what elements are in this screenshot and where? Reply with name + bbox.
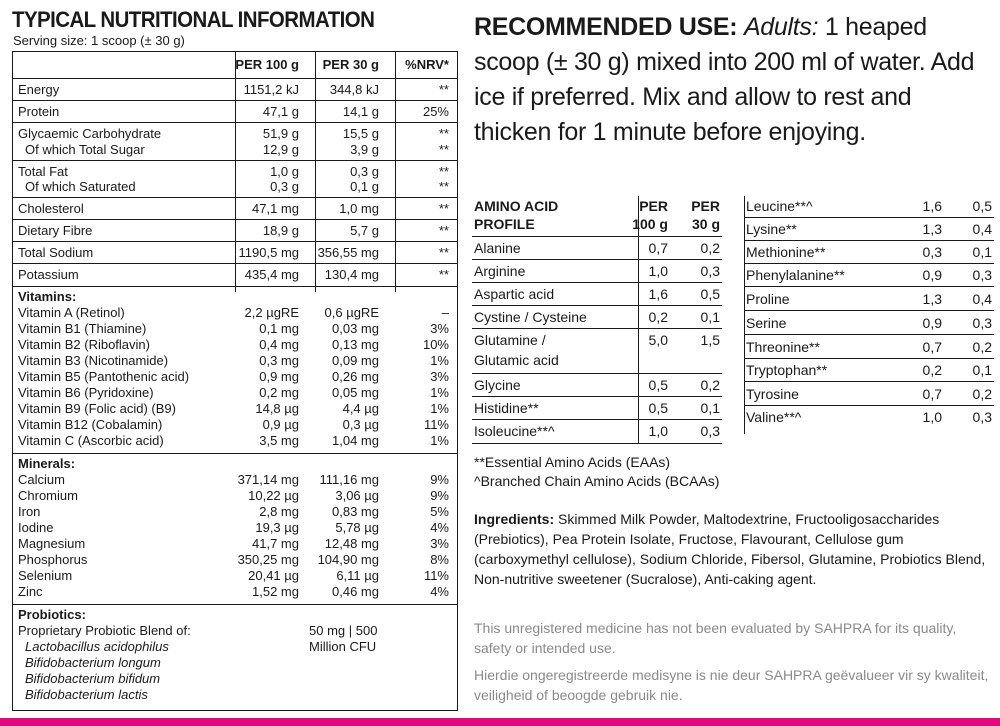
- row-per100: 0,5: [648, 377, 668, 393]
- header-per100: PER: [639, 198, 668, 214]
- row-per30: 0,46 mg: [332, 584, 379, 599]
- column-divider: [235, 52, 236, 292]
- row-nrv: **: [438, 179, 449, 194]
- row-nrv: 11%: [423, 417, 449, 432]
- row-per100: 0,2: [648, 309, 668, 325]
- row-label: Glycine: [474, 377, 521, 393]
- footnote-eaa: **Essential Amino Acids (EAAs): [474, 454, 671, 470]
- row-per100: 0,9: [922, 267, 942, 283]
- row-per30: 0,09 mg: [332, 353, 379, 368]
- row-nrv: 10%: [422, 337, 449, 352]
- row-per30: 0,1: [972, 244, 992, 260]
- row-per30: 130,4 mg: [324, 267, 379, 282]
- row-nrv: **: [438, 126, 449, 141]
- row-per100: 350,25 mg: [237, 552, 299, 567]
- row-per30: 5,78 µg: [335, 520, 379, 535]
- row-per30: 0,4: [972, 291, 992, 307]
- row-nrv: 9%: [430, 488, 449, 503]
- row-per30: 14,1 g: [342, 104, 379, 119]
- row-per30: 3,9 g: [350, 142, 379, 157]
- row-label: Vitamin B9 (Folic acid) (B9): [18, 401, 176, 416]
- header-per100-unit: 100 g: [632, 216, 668, 232]
- row-label: Selenium: [18, 568, 73, 583]
- row-per100: 1151,2 kJ: [243, 82, 299, 97]
- row-per100: 0,9 mg: [259, 369, 299, 384]
- row-label: Valine**^: [746, 409, 802, 425]
- disclaimer-english: This unregistered medicine has not been evaluated by SAHPRA for its quality, safety or intended use.: [474, 620, 957, 656]
- row-per100: 2,2 µgRE: [244, 305, 299, 320]
- row-label: Vitamin B5 (Pantothenic acid): [18, 369, 190, 384]
- header-amino: AMINO ACID: [474, 198, 559, 214]
- row-label: Potassium: [18, 267, 79, 282]
- row-nrv: 3%: [430, 321, 449, 336]
- row-per30: 0,1 g: [350, 179, 379, 194]
- row-label: Calcium: [18, 472, 65, 487]
- row-per100: 0,7: [922, 386, 942, 402]
- disclaimer-afrikaans: Hierdie ongeregistreerde medisyne is nie deur SAHPRA geëvalueer vir sy kwaliteit, veiligheid of beoogde gebruik nie.: [474, 667, 989, 703]
- row-label: Histidine**: [474, 400, 539, 416]
- row-label: Tryptophan**: [746, 362, 828, 378]
- row-per30: 0,13 mg: [332, 337, 379, 352]
- probiotic-strain: Bifidobacterium bifidum: [25, 671, 161, 686]
- row-per100: 0,7: [922, 339, 942, 355]
- row-label: Energy: [18, 82, 60, 97]
- row-label: Aspartic acid: [474, 286, 555, 302]
- row-per30: 0,6 µgRE: [324, 305, 379, 320]
- probiotic-amount-unit: Million CFU: [309, 639, 377, 654]
- row-label: Leucine**^: [746, 198, 813, 214]
- row-per100: 435,4 mg: [244, 267, 299, 282]
- row-label: Phosphorus: [18, 552, 88, 567]
- row-per100: 0,5: [648, 400, 668, 416]
- row-per30: 0,2: [972, 339, 992, 355]
- row-per100: 1,0 g: [270, 164, 299, 179]
- row-per30: 0,3: [972, 409, 992, 425]
- row-label: Vitamin B12 (Cobalamin): [18, 417, 163, 432]
- row-nrv: 11%: [423, 568, 449, 583]
- row-label: Isoleucine**^: [474, 423, 555, 439]
- row-nrv: 1%: [430, 385, 449, 400]
- row-per100: 1,0: [922, 409, 942, 425]
- row-per30: 12,48 mg: [324, 536, 379, 551]
- header-per30: PER: [691, 198, 720, 214]
- row-label: Cystine / Cysteine: [474, 309, 587, 325]
- row-label: Cholesterol: [18, 201, 84, 216]
- row-label: Phenylalanine**: [746, 267, 845, 283]
- recommended-use: [474, 10, 994, 150]
- row-per100: 0,1 mg: [259, 321, 299, 336]
- row-per100: 47,1 g: [262, 104, 299, 119]
- row-per30: 0,1: [700, 309, 720, 325]
- row-nrv: **: [438, 142, 449, 157]
- probiotic-strain: Lactobacillus acidophilus: [25, 639, 169, 654]
- row-per100: 1190,5 mg: [238, 245, 299, 260]
- row-per30: 0,2: [700, 240, 720, 256]
- row-nrv: 5%: [430, 504, 449, 519]
- row-per30: 1,04 mg: [332, 433, 379, 448]
- row-per100: 0,7: [648, 240, 668, 256]
- recommended-use-heading: RECOMMENDED USE:: [474, 13, 738, 41]
- row-per100: 1,6: [648, 286, 668, 302]
- row-per100: 3,5 mg: [259, 433, 299, 448]
- row-per100: 0,3 g: [270, 179, 299, 194]
- row-per30: 1,0 mg: [339, 201, 379, 216]
- row-per30: 6,11 µg: [336, 568, 379, 583]
- column-divider: [395, 52, 396, 292]
- nutrition-title: TYPICAL NUTRITIONAL INFORMATION: [12, 7, 375, 32]
- nutrition-table: [12, 51, 458, 711]
- ingredients-text: Skimmed Milk Powder, Maltodextrine, Fructooligosaccharides (Prebiotics), Pea Protein Isolate, Fructose, Flavourant, Cellulose gum (carboxymethyl cellulose), Sodium Chloride, Fibersol, Glutamine, Probiotics Blend, Non-nutritive sweetener (Sucralose), Anti-caking agent.: [474, 511, 986, 587]
- row-per100: 51,9 g: [262, 126, 299, 141]
- row-per30: 0,3: [700, 423, 720, 439]
- row-per30: 0,3: [972, 267, 992, 283]
- amino-table-left: [472, 196, 722, 444]
- row-per100: 5,0: [648, 332, 668, 348]
- row-nrv: 9%: [430, 472, 449, 487]
- row-nrv: **: [438, 245, 449, 260]
- row-per100: 1,52 mg: [252, 584, 299, 599]
- minerals-heading: Minerals:: [18, 456, 76, 471]
- row-label: Glycaemic Carbohydrate: [18, 126, 162, 141]
- row-per30: 104,90 mg: [317, 552, 379, 567]
- row-label: Vitamin B3 (Nicotinamide): [18, 353, 169, 368]
- row-per100: 19,3 µg: [255, 520, 299, 535]
- row-label: Vitamin C (Ascorbic acid): [18, 433, 164, 448]
- row-per100: 20,41 µg: [248, 568, 299, 583]
- row-per100: 41,7 mg: [252, 536, 299, 551]
- probiotics-heading: Probiotics:: [18, 607, 86, 622]
- row-per100: 1,3: [922, 221, 942, 237]
- probiotic-amount: 50 mg | 500: [309, 623, 378, 638]
- row-nrv: **: [438, 164, 449, 179]
- row-label: Alanine: [474, 240, 521, 256]
- row-per30: 0,3 µg: [342, 417, 379, 432]
- row-label: Glutamic acid: [474, 352, 559, 368]
- probiotic-blend-label: Proprietary Probiotic Blend of:: [18, 623, 191, 638]
- row-per30: 356,55 mg: [317, 245, 379, 260]
- row-per30: 0,1: [700, 400, 720, 416]
- row-per100: 47,1 mg: [252, 201, 299, 216]
- row-label: Vitamin B1 (Thiamine): [18, 321, 147, 336]
- row-label: Protein: [18, 104, 60, 119]
- row-label: Glutamine /: [474, 332, 546, 348]
- row-per30: 0,03 mg: [332, 321, 379, 336]
- row-per30: 111,16 mg: [319, 472, 379, 487]
- row-per100: 1,0: [648, 423, 668, 439]
- row-per30: 0,5: [700, 286, 720, 302]
- row-label: Iodine: [18, 520, 54, 535]
- row-per30: 0,3: [700, 263, 720, 279]
- row-label: Lysine**: [746, 221, 797, 237]
- row-label: Vitamin A (Retinol): [18, 305, 125, 320]
- row-label: Vitamin B6 (Pyridoxine): [18, 385, 154, 400]
- row-per30: 4,4 µg: [342, 401, 379, 416]
- header-per100: PER 100 g: [235, 57, 299, 72]
- row-per30: 344,8 kJ: [329, 82, 379, 97]
- row-per100: 0,3: [922, 244, 942, 260]
- row-label: Zinc: [18, 584, 43, 599]
- row-per100: 12,9 g: [262, 142, 299, 157]
- amino-footnotes: [474, 453, 719, 491]
- row-per30: 0,26 mg: [332, 369, 379, 384]
- row-label: Arginine: [474, 263, 526, 279]
- row-nrv: 25%: [422, 104, 449, 119]
- row-nrv: **: [438, 223, 449, 238]
- row-nrv: 1%: [430, 353, 449, 368]
- ingredients: [474, 509, 994, 589]
- row-per100: 10,22 µg: [248, 488, 299, 503]
- row-label: Methionine**: [746, 244, 826, 260]
- row-nrv: **: [438, 267, 449, 282]
- row-label: Total Sodium: [18, 245, 94, 260]
- row-nrv: 3%: [430, 369, 449, 384]
- row-per30: 0,1: [972, 362, 992, 378]
- vitamins-heading: Vitamins:: [18, 289, 77, 304]
- row-nrv: 1%: [430, 401, 449, 416]
- row-per100: 2,8 mg: [259, 504, 299, 519]
- header-nrv: %NRV*: [405, 57, 449, 72]
- ingredients-label: Ingredients:: [474, 511, 555, 527]
- row-label: Threonine**: [746, 339, 820, 355]
- row-label: Dietary Fibre: [18, 223, 93, 238]
- footnote-bcaa: ^Branched Chain Amino Acids (BCAAs): [474, 473, 720, 489]
- row-per100: 18,9 g: [262, 223, 299, 238]
- row-per100: 0,9 µg: [262, 417, 299, 432]
- row-nrv: 8%: [430, 552, 449, 567]
- row-per30: 0,05 mg: [332, 385, 379, 400]
- row-nrv: **: [438, 201, 449, 216]
- probiotic-strain: Bifidobacterium lactis: [25, 687, 148, 702]
- row-per100: 1,3: [922, 291, 942, 307]
- recommended-use-adults: Adults:: [743, 13, 819, 41]
- row-per30: 0,5: [972, 198, 992, 214]
- row-per100: 0,9: [922, 315, 942, 331]
- row-per30: 15,5 g: [342, 126, 379, 141]
- row-per30: 1,5: [700, 332, 720, 348]
- serving-size: Serving size: 1 scoop (± 30 g): [13, 33, 185, 48]
- row-per30: 0,83 mg: [332, 504, 379, 519]
- row-label: Proline: [746, 291, 790, 307]
- row-nrv: 4%: [430, 520, 449, 535]
- row-nrv: 4%: [430, 584, 449, 599]
- row-nrv: 1%: [430, 433, 449, 448]
- row-per100: 1,0: [648, 263, 668, 279]
- row-nrv: –: [441, 305, 449, 320]
- row-per100: 0,3 mg: [259, 353, 299, 368]
- row-label: Vitamin B2 (Riboflavin): [18, 337, 150, 352]
- column-divider: [315, 52, 316, 292]
- row-label: Magnesium: [18, 536, 86, 551]
- row-nrv: 3%: [430, 536, 449, 551]
- row-nrv: **: [438, 82, 449, 97]
- row-per30: 5,7 g: [350, 223, 379, 238]
- row-per100: 0,2: [922, 362, 942, 378]
- row-label: Serine: [746, 315, 787, 331]
- row-per30: 0,4: [972, 221, 992, 237]
- row-label: Tyrosine: [746, 386, 799, 402]
- accent-bar: [0, 718, 1000, 726]
- row-label: Of which Saturated: [25, 179, 136, 194]
- row-per100: 14,8 µg: [255, 401, 299, 416]
- row-per100: 0,2 mg: [259, 385, 299, 400]
- row-label: Total Fat: [18, 164, 68, 179]
- row-per100: 0,4 mg: [259, 337, 299, 352]
- row-per30: 3,06 µg: [335, 488, 379, 503]
- row-label: Of which Total Sugar: [25, 142, 145, 157]
- row-label: Iron: [18, 504, 41, 519]
- header-per30-unit: 30 g: [691, 216, 720, 232]
- row-per100: 371,14 mg: [237, 472, 299, 487]
- row-per100: 1,6: [922, 198, 942, 214]
- row-per30: 0,2: [700, 377, 720, 393]
- header-profile: PROFILE: [474, 216, 535, 232]
- header-per30: PER 30 g: [322, 57, 379, 72]
- row-per30: 0,3: [972, 315, 992, 331]
- row-per30: 0,3 g: [350, 164, 379, 179]
- row-per30: 0,2: [972, 386, 992, 402]
- row-label: Chromium: [18, 488, 78, 503]
- recommended-use-text: 1 heaped scoop (± 30 g) mixed into 200 ml of water. Add ice if preferred. Mix and allow to rest and thicken for 1 minute before enjoying.: [474, 13, 975, 146]
- amino-table-right: [744, 196, 994, 434]
- probiotic-strain: Bifidobacterium longum: [25, 655, 161, 670]
